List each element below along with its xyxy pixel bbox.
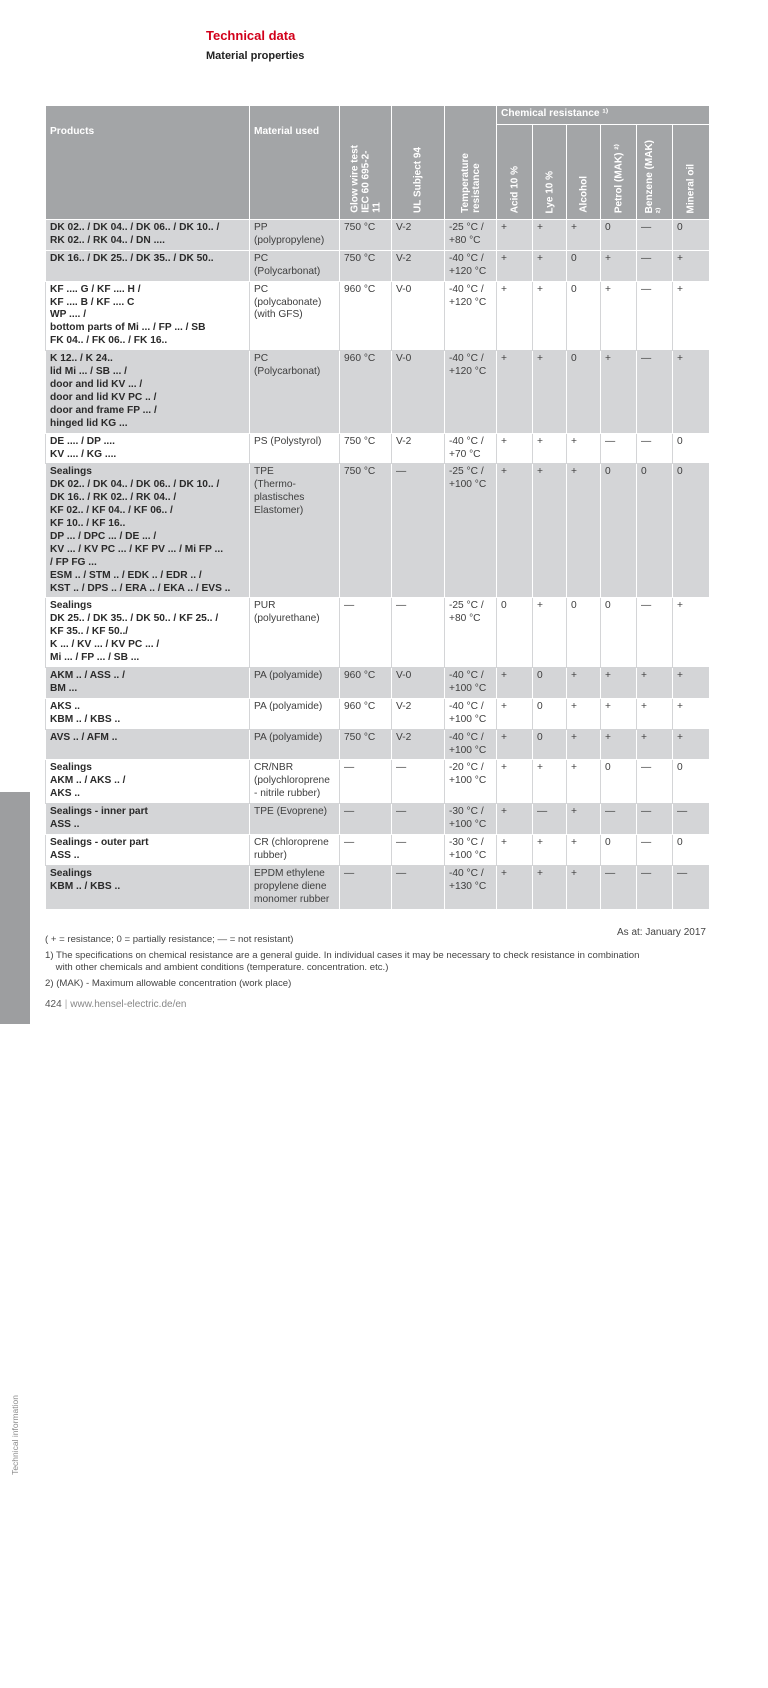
header-petrol: Petrol (MAK) ²⁾ bbox=[601, 125, 637, 220]
alcohol-cell: + bbox=[567, 464, 601, 598]
lye-cell: + bbox=[533, 865, 567, 909]
material-cell: CR (chloroprene rubber) bbox=[250, 834, 340, 865]
acid-cell: + bbox=[497, 433, 533, 464]
products-cell: Sealings - inner part ASS .. bbox=[46, 804, 250, 835]
acid-cell: + bbox=[497, 250, 533, 281]
table-row bbox=[46, 834, 709, 865]
acid-cell: + bbox=[497, 220, 533, 251]
mineral-oil-cell: + bbox=[673, 281, 709, 351]
header-alcohol: Alcohol bbox=[567, 125, 601, 220]
material-cell: PC (Polycarbonat) bbox=[250, 351, 340, 433]
benzene-cell: — bbox=[637, 220, 673, 251]
header-glow-wire: Glow wire test IEC 60 695-2- 11 bbox=[340, 106, 392, 220]
acid-cell: + bbox=[497, 834, 533, 865]
material-cell: TPE (Thermo- plastisches Elastomer) bbox=[250, 464, 340, 598]
acid-cell: + bbox=[497, 351, 533, 433]
header-products: Products bbox=[46, 106, 250, 220]
alcohol-cell: + bbox=[567, 760, 601, 804]
page-footer bbox=[45, 999, 186, 1010]
header-mineral-oil: Mineral oil bbox=[673, 125, 709, 220]
alcohol-cell: + bbox=[567, 698, 601, 729]
table-row bbox=[46, 865, 709, 909]
glow-wire-cell: 750 °C bbox=[340, 433, 392, 464]
table-row bbox=[46, 760, 709, 804]
table-row bbox=[46, 220, 709, 251]
benzene-cell: — bbox=[637, 865, 673, 909]
temperature-cell: -30 °C / +100 °C bbox=[445, 804, 497, 835]
products-cell: DK 16.. / DK 25.. / DK 35.. / DK 50.. bbox=[46, 250, 250, 281]
material-cell: PP (polypropylene) bbox=[250, 220, 340, 251]
side-tab-technical-information[interactable] bbox=[0, 690, 30, 1475]
page-number: 424 bbox=[45, 999, 62, 1010]
benzene-cell: — bbox=[637, 598, 673, 668]
website-link[interactable]: www.hensel-electric.de/en bbox=[70, 999, 187, 1010]
petrol-cell: — bbox=[601, 433, 637, 464]
petrol-cell: + bbox=[601, 729, 637, 760]
glow-wire-cell: — bbox=[340, 760, 392, 804]
temperature-cell: -40 °C / +100 °C bbox=[445, 698, 497, 729]
mineral-oil-cell: — bbox=[673, 804, 709, 835]
ul-cell: V-0 bbox=[392, 281, 445, 351]
temperature-cell: -40 °C / +120 °C bbox=[445, 281, 497, 351]
table-row bbox=[46, 433, 709, 464]
lye-cell: 0 bbox=[533, 729, 567, 760]
acid-cell: + bbox=[497, 698, 533, 729]
lye-cell: 0 bbox=[533, 698, 567, 729]
glow-wire-cell: 750 °C bbox=[340, 464, 392, 598]
petrol-cell: — bbox=[601, 865, 637, 909]
mineral-oil-cell: 0 bbox=[673, 760, 709, 804]
material-cell: PC (polycabonate) (with GFS) bbox=[250, 281, 340, 351]
footer-separator: | bbox=[64, 999, 68, 1010]
glow-wire-cell: 750 °C bbox=[340, 729, 392, 760]
side-tab-label: Technical information bbox=[10, 1395, 20, 1475]
table-row bbox=[46, 729, 709, 760]
side-tab-label: Technical data bbox=[10, 1629, 20, 1688]
alcohol-cell: 0 bbox=[567, 351, 601, 433]
petrol-cell: — bbox=[601, 804, 637, 835]
petrol-cell: + bbox=[601, 281, 637, 351]
benzene-cell: + bbox=[637, 698, 673, 729]
ul-cell: — bbox=[392, 598, 445, 668]
mineral-oil-cell: + bbox=[673, 668, 709, 699]
benzene-cell: + bbox=[637, 729, 673, 760]
mineral-oil-cell: — bbox=[673, 865, 709, 909]
footnote-2: 2) (MAK) - Maximum allowable concentration (work place) bbox=[45, 978, 292, 989]
page-title: Technical data bbox=[206, 28, 296, 43]
petrol-cell: + bbox=[601, 698, 637, 729]
table-body bbox=[46, 220, 709, 910]
material-cell: PS (Polystyrol) bbox=[250, 433, 340, 464]
petrol-cell: 0 bbox=[601, 464, 637, 598]
header-ul: UL Subject 94 bbox=[392, 106, 445, 220]
status-date: As at: January 2017 bbox=[617, 927, 706, 938]
temperature-cell: -20 °C / +100 °C bbox=[445, 760, 497, 804]
glow-wire-cell: 960 °C bbox=[340, 698, 392, 729]
header-acid: Acid 10 % bbox=[497, 125, 533, 220]
ul-cell: V-2 bbox=[392, 250, 445, 281]
ul-cell: V-2 bbox=[392, 220, 445, 251]
legend-note: ( + = resistance; 0 = partially resistance; — = not resistant) bbox=[45, 934, 294, 945]
material-properties-table bbox=[45, 106, 709, 910]
material-cell: CR/NBR (polychloroprene - nitrile rubber) bbox=[250, 760, 340, 804]
petrol-cell: 0 bbox=[601, 220, 637, 251]
lye-cell: + bbox=[533, 433, 567, 464]
alcohol-cell: + bbox=[567, 834, 601, 865]
header-benzene: Benzene (MAK) ²⁾ bbox=[637, 125, 673, 220]
mineral-oil-cell: 0 bbox=[673, 834, 709, 865]
alcohol-cell: + bbox=[567, 433, 601, 464]
products-cell: Sealings DK 25.. / DK 35.. / DK 50.. / KF 25.. / KF 35.. / KF 50../ K ... / KV ... / KV PC ... / Mi ... / FP ... / SB ... bbox=[46, 598, 250, 668]
glow-wire-cell: 960 °C bbox=[340, 351, 392, 433]
benzene-cell: + bbox=[637, 668, 673, 699]
header-chemical-resistance: Chemical resistance ¹⁾ bbox=[497, 106, 709, 125]
temperature-cell: -40 °C / +120 °C bbox=[445, 250, 497, 281]
products-cell: Sealings KBM .. / KBS .. bbox=[46, 865, 250, 909]
mineral-oil-cell: + bbox=[673, 698, 709, 729]
table-row bbox=[46, 464, 709, 598]
material-cell: PA (polyamide) bbox=[250, 668, 340, 699]
petrol-cell: + bbox=[601, 250, 637, 281]
petrol-cell: + bbox=[601, 668, 637, 699]
benzene-cell: — bbox=[637, 760, 673, 804]
lye-cell: — bbox=[533, 804, 567, 835]
ul-cell: V-0 bbox=[392, 351, 445, 433]
temperature-cell: -25 °C / +80 °C bbox=[445, 598, 497, 668]
ul-cell: — bbox=[392, 464, 445, 598]
acid-cell: + bbox=[497, 668, 533, 699]
benzene-cell: — bbox=[637, 804, 673, 835]
lye-cell: + bbox=[533, 760, 567, 804]
material-cell: TPE (Evoprene) bbox=[250, 804, 340, 835]
mineral-oil-cell: 0 bbox=[673, 464, 709, 598]
products-cell: AKM .. / ASS .. / BM ... bbox=[46, 668, 250, 699]
alcohol-cell: + bbox=[567, 729, 601, 760]
temperature-cell: -40 °C / +70 °C bbox=[445, 433, 497, 464]
alcohol-cell: 0 bbox=[567, 250, 601, 281]
ul-cell: — bbox=[392, 834, 445, 865]
products-cell: Sealings DK 02.. / DK 04.. / DK 06.. / DK 10.. / DK 16.. / RK 02.. / RK 04.. / KF 02.. / KF 04.. / KF 06.. / KF 10.. / KF 16.. DP ... / DPC ... / DE ... / KV ... / KV PC ... / KF PV ... / Mi FP ... / FP FG ... ESM .. / STM .. / EDK .. / EDR .. / KST .. / DPS .. / ERA .. / EKA .. / EVS .. bbox=[46, 464, 250, 598]
ul-cell: — bbox=[392, 865, 445, 909]
temperature-cell: -30 °C / +100 °C bbox=[445, 834, 497, 865]
temperature-cell: -25 °C / +80 °C bbox=[445, 220, 497, 251]
table-row bbox=[46, 250, 709, 281]
lye-cell: + bbox=[533, 281, 567, 351]
table-row bbox=[46, 804, 709, 835]
lye-cell: + bbox=[533, 834, 567, 865]
acid-cell: + bbox=[497, 760, 533, 804]
products-cell: DK 02.. / DK 04.. / DK 06.. / DK 10.. / RK 02.. / RK 04.. / DN .... bbox=[46, 220, 250, 251]
material-cell: PC (Polycarbonat) bbox=[250, 250, 340, 281]
products-cell: AKS .. KBM .. / KBS .. bbox=[46, 698, 250, 729]
ul-cell: V-2 bbox=[392, 698, 445, 729]
acid-cell: 0 bbox=[497, 598, 533, 668]
ul-cell: V-2 bbox=[392, 433, 445, 464]
temperature-cell: -40 °C / +100 °C bbox=[445, 668, 497, 699]
lye-cell: + bbox=[533, 351, 567, 433]
temperature-cell: -40 °C / +120 °C bbox=[445, 351, 497, 433]
temperature-cell: -40 °C / +100 °C bbox=[445, 729, 497, 760]
mineral-oil-cell: 0 bbox=[673, 220, 709, 251]
benzene-cell: 0 bbox=[637, 464, 673, 598]
glow-wire-cell: 960 °C bbox=[340, 668, 392, 699]
mineral-oil-cell: + bbox=[673, 598, 709, 668]
lye-cell: 0 bbox=[533, 668, 567, 699]
products-cell: Sealings AKM .. / AKS .. / AKS .. bbox=[46, 760, 250, 804]
benzene-cell: — bbox=[637, 834, 673, 865]
mineral-oil-cell: + bbox=[673, 729, 709, 760]
ul-cell: — bbox=[392, 804, 445, 835]
acid-cell: + bbox=[497, 464, 533, 598]
lye-cell: + bbox=[533, 598, 567, 668]
glow-wire-cell: — bbox=[340, 804, 392, 835]
alcohol-cell: + bbox=[567, 220, 601, 251]
benzene-cell: — bbox=[637, 433, 673, 464]
products-cell: KF .... G / KF .... H / KF .... B / KF .... C WP .... / bottom parts of Mi ... / FP ... / SB FK 04.. / FK 06.. / FK 16.. bbox=[46, 281, 250, 351]
glow-wire-cell: 750 °C bbox=[340, 250, 392, 281]
products-cell: Sealings - outer part ASS .. bbox=[46, 834, 250, 865]
petrol-cell: 0 bbox=[601, 760, 637, 804]
glow-wire-cell: — bbox=[340, 598, 392, 668]
glow-wire-cell: 750 °C bbox=[340, 220, 392, 251]
material-cell: PA (polyamide) bbox=[250, 698, 340, 729]
glow-wire-cell: — bbox=[340, 834, 392, 865]
acid-cell: + bbox=[497, 865, 533, 909]
alcohol-cell: 0 bbox=[567, 598, 601, 668]
mineral-oil-cell: 0 bbox=[673, 433, 709, 464]
mineral-oil-cell: + bbox=[673, 351, 709, 433]
benzene-cell: — bbox=[637, 250, 673, 281]
ul-cell: V-0 bbox=[392, 668, 445, 699]
table-row bbox=[46, 668, 709, 699]
products-cell: K 12.. / K 24.. lid Mi ... / SB ... / door and lid KV ... / door and lid KV PC .. / door and frame FP ... / hinged lid KG ... bbox=[46, 351, 250, 433]
alcohol-cell: + bbox=[567, 865, 601, 909]
table-row bbox=[46, 281, 709, 351]
material-cell: PA (polyamide) bbox=[250, 729, 340, 760]
petrol-cell: + bbox=[601, 351, 637, 433]
footnote-1: 1) The specifications on chemical resistance are a general guide. In individual cases it may be necessary to check resistance in combination with other chemicals and ambient conditions (temperature. concentration. etc.) bbox=[45, 950, 640, 973]
material-cell: EPDM ethylene propylene diene monomer rubber bbox=[250, 865, 340, 909]
temperature-cell: -40 °C / +130 °C bbox=[445, 865, 497, 909]
page-subtitle: Material properties bbox=[206, 50, 305, 62]
ul-cell: V-2 bbox=[392, 729, 445, 760]
benzene-cell: — bbox=[637, 351, 673, 433]
lye-cell: + bbox=[533, 250, 567, 281]
mineral-oil-cell: + bbox=[673, 250, 709, 281]
header-material: Material used bbox=[250, 106, 340, 220]
alcohol-cell: + bbox=[567, 668, 601, 699]
table-row bbox=[46, 698, 709, 729]
temperature-cell: -25 °C / +100 °C bbox=[445, 464, 497, 598]
header-temperature: Temperature resistance bbox=[445, 106, 497, 220]
benzene-cell: — bbox=[637, 281, 673, 351]
ul-cell: — bbox=[392, 760, 445, 804]
products-cell: AVS .. / AFM .. bbox=[46, 729, 250, 760]
products-cell: DE .... / DP .... KV .... / KG .... bbox=[46, 433, 250, 464]
material-cell: PUR (polyurethane) bbox=[250, 598, 340, 668]
lye-cell: + bbox=[533, 464, 567, 598]
alcohol-cell: + bbox=[567, 804, 601, 835]
lye-cell: + bbox=[533, 220, 567, 251]
petrol-cell: 0 bbox=[601, 834, 637, 865]
glow-wire-cell: 960 °C bbox=[340, 281, 392, 351]
table-row bbox=[46, 351, 709, 433]
acid-cell: + bbox=[497, 729, 533, 760]
acid-cell: + bbox=[497, 281, 533, 351]
alcohol-cell: 0 bbox=[567, 281, 601, 351]
header-lye: Lye 10 % bbox=[533, 125, 567, 220]
glow-wire-cell: — bbox=[340, 865, 392, 909]
acid-cell: + bbox=[497, 804, 533, 835]
table-row bbox=[46, 598, 709, 668]
petrol-cell: 0 bbox=[601, 598, 637, 668]
